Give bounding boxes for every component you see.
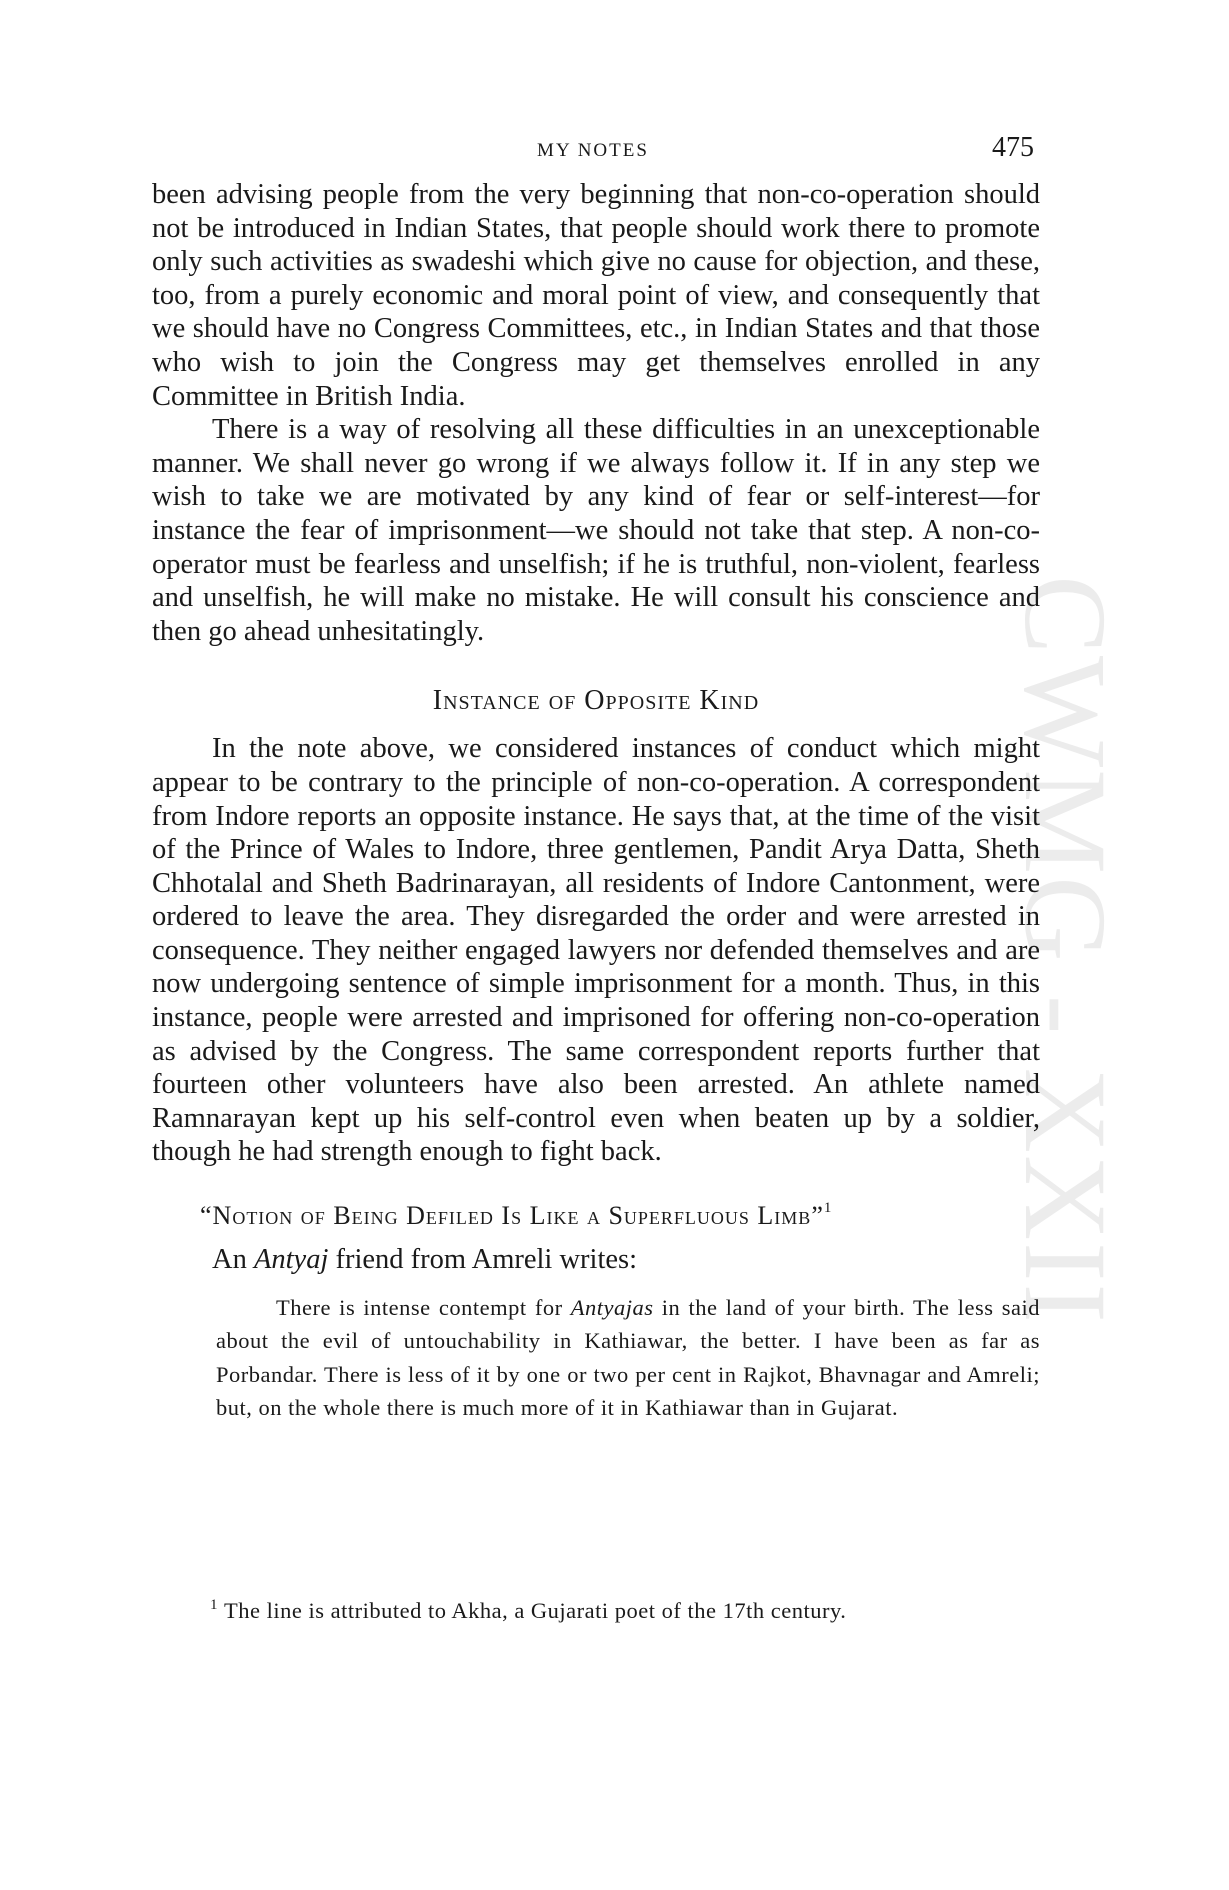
running-head: MY NOTES [537, 140, 649, 161]
italic-term: Antyajas [570, 1294, 654, 1320]
text-run: An [212, 1244, 254, 1276]
section-heading-defiled [152, 1191, 1040, 1233]
footnote-marker: 1 [210, 1597, 218, 1613]
watermark-text: CWMG - XXII [1000, 575, 1131, 1325]
body-text [152, 178, 1040, 1425]
paragraph-indore-instance: In the note above, we considered instances of conduct which might appear to be contrary to the principle of non-co-operation. A correspondent from Indore reports an opposite instance. He says that, at the time of the visit of the Prince of Wales to Indore, three gentlemen, Pandit Arya Datta, Sheth Chhotalal and Sheth Badrinarayan, all residents of Indore Cantonment, were ordered to leave the area. They disregarded the order and were arrested in consequence. They neither engaged lawyers nor defended themselves and are now undergoing sentence of simple imprisonment for a month. Thus, in this instance, people were arrested and imprisoned for offering non-co-operation as advised by the Congress. The same correspondent reports further that fourteen other volunteers have also been arrested. An athlete named Ramnarayan kept up his self-control even when beaten up by a soldier, though he had strength enough to fight back. [152, 733, 1040, 1168]
text-run: in the land of your birth. The less said about the evil of untouchability in Kathiawar, the better. I have been as far as Porbandar. There is less of it by one or two per cent in Rajkot, Bhavnagar and Amreli; but, on the whole there is much more of it in Kathiawar than in Gujarat. [216, 1294, 1040, 1421]
text-run: There is intense contempt for [276, 1294, 571, 1320]
paragraph-resolving-difficulties: There is a way of resolving all these difficulties in an unexceptionable manner. We shall never go wrong if we always follow it. If in any step we wish to take we are motivated by any kind of fear or self-interest—for instance the fear of imprisonment—we should not take that step. A non-co-operator must be fearless and unselfish; if he is truthful, non-violent, fearless and unselfish, he will make no mistake. He will consult his conscience and then go ahead unhesitatingly. [152, 414, 1040, 647]
page-header [152, 132, 1034, 168]
quote-paragraph [216, 1291, 1040, 1425]
footnote [210, 1597, 846, 1624]
text-run: friend from Amreli writes: [328, 1244, 638, 1276]
paragraph-antyaj-friend [152, 1243, 1040, 1277]
paragraph-continued: been advising people from the very beginning that non-co-operation should not be introduced in Indian States, that people should work there to promote only such activities as swadeshi which give no cause for objection, and these, too, from a purely economic and moral point of view, and consequently that we should have no Congress Committees, etc., in Indian States and that those who wish to join the Congress may get themselves enrolled in any Committee in British India. [152, 179, 1040, 412]
footnote-reference: 1 [823, 1200, 833, 1217]
footnote-text: The line is attributed to Akha, a Gujarati poet of the 17th century. [224, 1598, 847, 1623]
page-number: 475 [992, 132, 1034, 163]
section-heading-defiled-text: “Notion of Being Defiled Is Like a Superfluous Limb” [200, 1201, 824, 1231]
section-heading-opposite-kind: Instance of Opposite Kind [432, 685, 760, 717]
block-quote [216, 1291, 1040, 1425]
italic-term: Antyaj [253, 1244, 329, 1276]
